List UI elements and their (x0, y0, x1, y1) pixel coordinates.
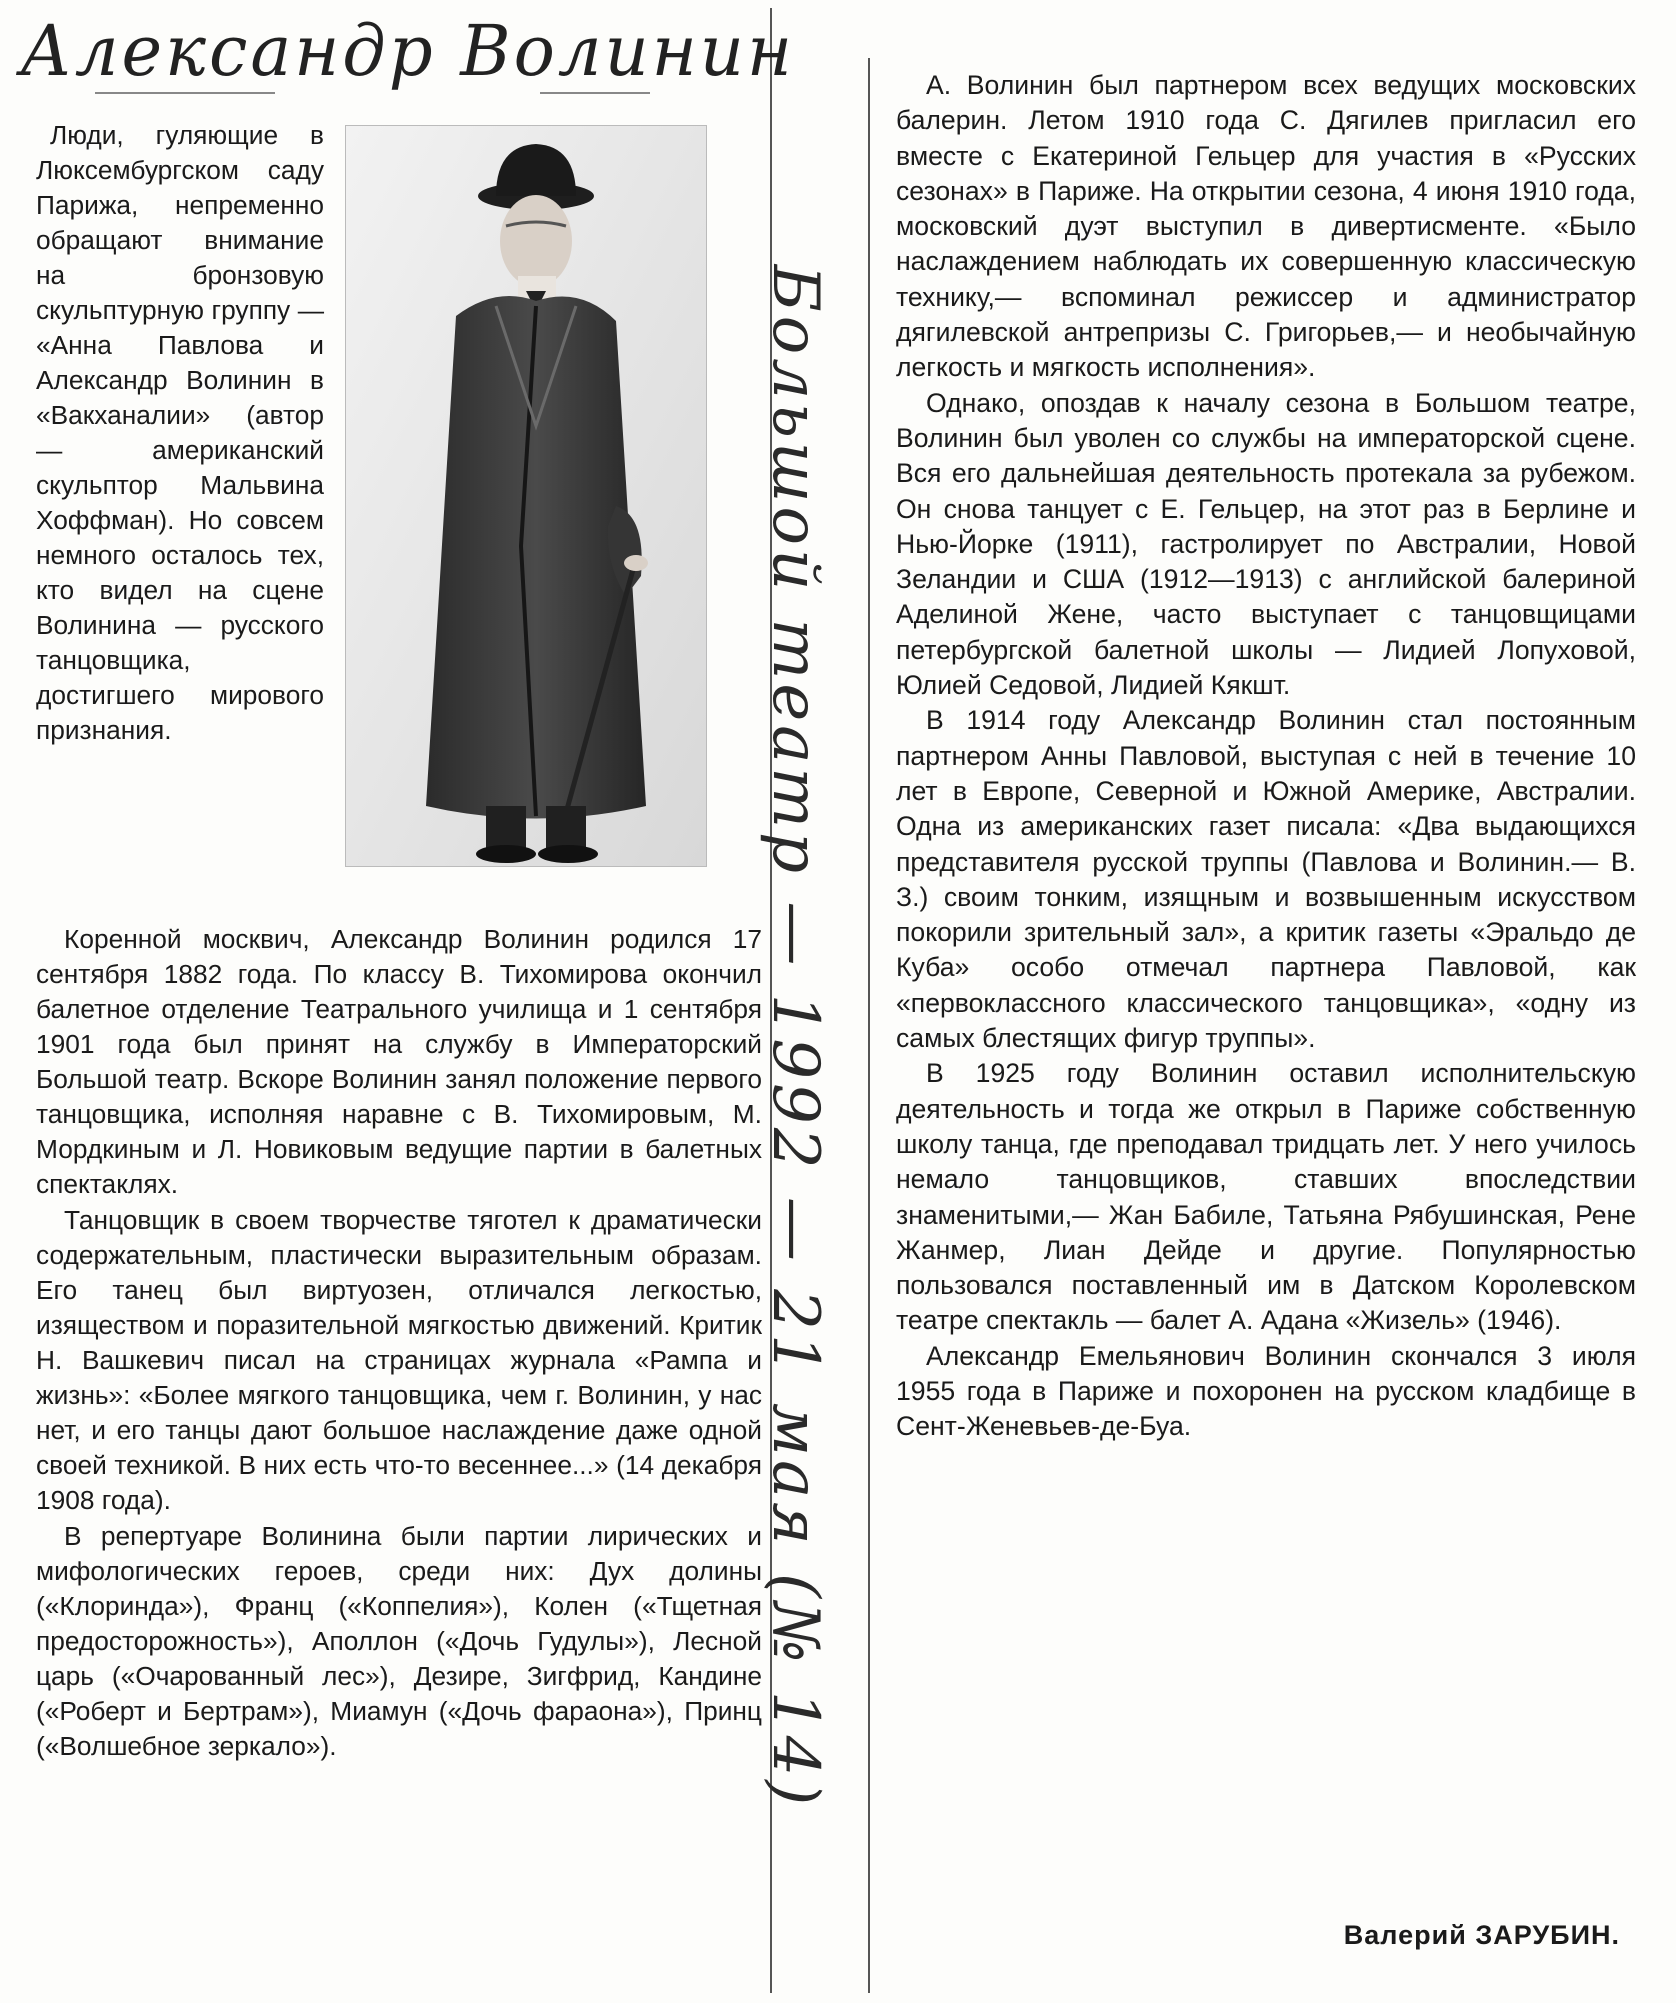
title-underline-left (95, 92, 275, 94)
body-paragraph: Александр Емельянович Волинин скончался 3 июля 1955 года в Париже и похоронен на русском кладбище в Сент-Женевьев-де-Буа. (896, 1340, 1636, 1442)
body-paragraph: В 1914 году Александр Волинин стал постоянным партнером Анны Павловой, выступая с ней в течение 10 лет в Европе, Северной и Южной Америке, Австралии. Одна из американских газет писала: «Два выдающихся представителя русской труппы (Павлова и Волинин.— В. З.) своим тонким, изящным и возвышенным искусством покорили зрительный зал», а критик газеты «Эральдо де Куба» особо отмечал партнера Павловой, как «первоклассного классического танцовщика», «одну из самых блестящих фигур труппы». (896, 705, 1636, 1054)
body-paragraph: Танцовщик в своем творчестве тяготел к драматически содержательным, пластически выразительным образам. Его танец был виртуозен, отличался легкостью, изяществом и поразительной мягкостью движений. Критик Н. Вашкевич писал на страницах журнала «Рампа и жизнь»: «Более мягкого танцовщика, чем г. Волинин, у нас нет, и его танцы дают большое наслаждение даже одной своей техникой. В них есть что-то весеннее...» (14 декабря 1908 года). (36, 1205, 762, 1515)
title-underline-right (540, 92, 650, 94)
body-paragraph: Однако, опоздав к началу сезона в Большом театре, Волинин был уволен со службы на императорской сцене. Вся его дальнейшая деятельность протекала за рубежом. Он снова танцует с Е. Гельцер, на этот раз в Берлине и Нью-Йорке (1911), гастролирует по Австралии, Новой Зеландии и США (1912—1913) с английской балериной Аделиной Жене, часто выступает с танцовщицами петербургской балетной школы — Лидией Лопуховой, Юлией Седовой, Лидией Кякшт. (896, 387, 1636, 701)
body-paragraph: В репертуаре Волинина были партии лирических и мифологических героев, среди них: Дух долины («Клоринда»), Франц («Коппелия»), Колен («Тщетная предосторожность»), Аполлон («Дочь Гудулы»), Лесной царь («Очарованный лес»), Дезире, Зигфрид, Кандине («Роберт и Бертрам»), Миамун («Дочь фараона»), Принц («Волшебное зеркало»). (36, 1521, 762, 1761)
body-paragraph: В 1925 году Волинин оставил исполнительскую деятельность и тогда же открыл в Париже собственную школу танца, где преподавал тридцать лет. У него училось немало танцовщиков, ставших впоследствии знаменитыми,— Жан Бабиле, Татьяна Рябушинская, Рене Жанмер, Лиан Дейде и другие. Популярностью пользовался поставленный им в Датском Королевском театре спектакль — балет А. Адана «Жизель» (1946). (896, 1058, 1636, 1336)
man-in-bowler-hat-icon (346, 126, 706, 866)
intro-paragraph: Люди, гуляющие в Люксембургском саду Парижа, непременно обращают внимание на бронзовую скульптурную группу — «Анна Павлова и Александр Волинин в «Вакханалии» (автор — американский скульптор Мальвина Хоффман). Но совсем немного осталось тех, кто видел на сцене Волинина — русского танцовщика, достигшего мирового признания. (36, 120, 324, 745)
handwritten-note-text: Большой театр — 1992 — 21 мая (№ 14) (758, 264, 832, 1810)
left-body-column (36, 922, 762, 1765)
body-paragraph: А. Волинин был партнером всех ведущих московских балерин. Летом 1910 года С. Дягилев пригласил его вместе с Екатериной Гельцер для участия в «Русских сезонах» в Париже. На открытии сезона, 4 июня 1910 года, московский дуэт выступил в дивертисменте. «Было наслаждением наблюдать их совершенную классическую технику,— вспоминал режиссер и администратор дягилевской антрепризы С. Григорьев,— и необычайную легкость и мягкость исполнения». (896, 70, 1636, 383)
portrait-photo (345, 125, 707, 867)
body-paragraph: Коренной москвич, Александр Волинин родился 17 сентября 1882 года. По классу В. Тихомирова окончил балетное отделение Театрального училища и 1 сентября 1901 года был принят на службу в Императорский Большой театр. Вскоре Волинин занял положение первого танцовщика, исполняя наравне с В. Тихомировым, М. Мордкиным и Л. Новиковым ведущие партии в балетных спектаклях. (36, 924, 762, 1199)
author-signature: Валерий ЗАРУБИН. (1343, 1920, 1620, 1950)
right-body-column (896, 68, 1636, 1445)
article-title: Александр Волинин (20, 10, 796, 92)
intro-column (36, 118, 324, 748)
